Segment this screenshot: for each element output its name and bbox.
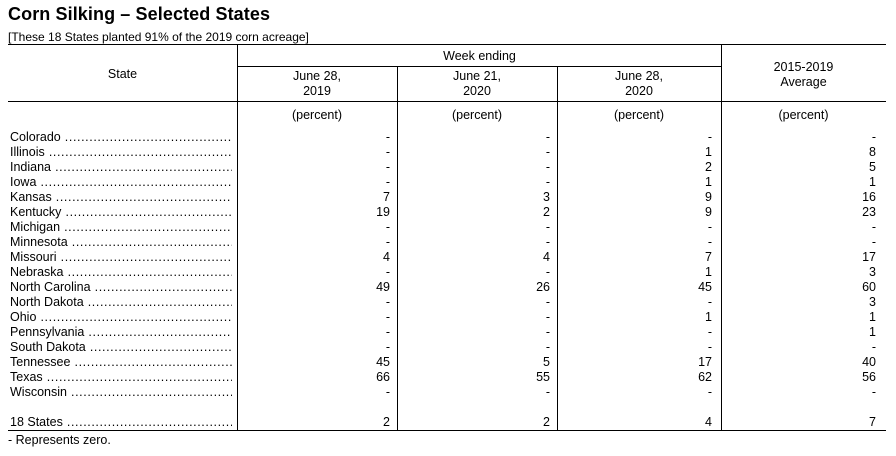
column-header-line: 2020 <box>463 84 491 98</box>
column-header-line: June 28, <box>615 69 663 83</box>
value-average: - <box>871 340 876 354</box>
value-average: 16 <box>862 190 876 204</box>
table-title: Corn Silking – Selected States <box>8 4 271 24</box>
value-june-28-2020: - <box>707 235 712 249</box>
value-june-28-2019: - <box>385 340 390 354</box>
state-name: North Carolina ..... <box>10 280 232 295</box>
table-row <box>0 250 896 265</box>
value-average: - <box>871 220 876 234</box>
table-row <box>0 205 896 220</box>
top-rule <box>8 44 886 45</box>
column-header-average <box>721 60 886 90</box>
week-ending-header: Week ending <box>443 49 516 63</box>
table-row <box>0 175 896 190</box>
value-june-28-2020: - <box>707 295 712 309</box>
value-june-28-2020: - <box>707 220 712 234</box>
table-row <box>0 385 896 400</box>
state-name: Nebraska ..... <box>10 265 232 280</box>
value-june-28-2020: - <box>707 325 712 339</box>
column-header-line: June 21, <box>453 69 501 83</box>
state-name: Kansas ..... <box>10 190 232 205</box>
value-june-21-2020: - <box>545 265 550 279</box>
total-label: 18 States ..... <box>10 415 232 430</box>
value-june-28-2019: - <box>385 220 390 234</box>
value-june-28-2020: 2 <box>705 160 712 174</box>
footnote: - Represents zero. <box>8 433 111 447</box>
table-subtitle: [These 18 States planted 91% of the 2019 corn acreage] <box>8 30 309 44</box>
total-june-21-2020: 2 <box>543 415 550 429</box>
value-average: - <box>871 130 876 144</box>
table-row <box>0 235 896 250</box>
week-ending-rule <box>237 66 722 67</box>
value-june-28-2019: - <box>385 175 390 189</box>
value-june-21-2020: - <box>545 235 550 249</box>
column-header-line: 2019 <box>303 84 331 98</box>
value-june-28-2020: 1 <box>705 175 712 189</box>
value-june-28-2019: - <box>385 325 390 339</box>
unit-label: (percent) <box>778 108 829 122</box>
value-average: 60 <box>862 280 876 294</box>
value-june-21-2020: - <box>545 310 550 324</box>
state-name: Iowa ..... <box>10 175 232 190</box>
value-june-28-2019: - <box>385 235 390 249</box>
value-june-21-2020: - <box>545 220 550 234</box>
value-average: 56 <box>862 370 876 384</box>
value-june-28-2019: 7 <box>383 190 390 204</box>
state-name: Michigan ..... <box>10 220 232 235</box>
value-average: 1 <box>869 325 876 339</box>
state-name: South Dakota ..... <box>10 340 232 355</box>
table-row <box>0 325 896 340</box>
value-average: - <box>871 385 876 399</box>
value-average: 1 <box>869 175 876 189</box>
value-june-28-2020: - <box>707 385 712 399</box>
value-june-28-2019: 66 <box>376 370 390 384</box>
column-header-line: Average <box>780 75 827 89</box>
column-header-june-21-2020 <box>397 69 557 99</box>
value-june-28-2019: - <box>385 160 390 174</box>
value-june-21-2020: - <box>545 295 550 309</box>
state-name: Indiana ..... <box>10 160 232 175</box>
value-june-28-2019: 19 <box>376 205 390 219</box>
column-header-line: 2020 <box>625 84 653 98</box>
table-row <box>0 145 896 160</box>
total-average: 7 <box>869 415 876 429</box>
value-june-28-2020: - <box>707 130 712 144</box>
value-average: 40 <box>862 355 876 369</box>
header-bottom-rule <box>8 101 886 102</box>
state-name: Texas ..... <box>10 370 232 385</box>
value-june-28-2019: 49 <box>376 280 390 294</box>
value-june-28-2020: 62 <box>698 370 712 384</box>
value-june-21-2020: - <box>545 145 550 159</box>
table-row <box>0 340 896 355</box>
value-average: - <box>871 235 876 249</box>
total-row <box>0 415 896 430</box>
value-june-28-2020: 7 <box>705 250 712 264</box>
state-name: Kentucky ..... <box>10 205 232 220</box>
value-june-21-2020: 3 <box>543 190 550 204</box>
state-name: Missouri ..... <box>10 250 232 265</box>
value-june-21-2020: 4 <box>543 250 550 264</box>
value-june-28-2020: 45 <box>698 280 712 294</box>
column-header-june-28-2019 <box>237 69 397 99</box>
value-june-28-2019: 4 <box>383 250 390 264</box>
value-average: 8 <box>869 145 876 159</box>
value-june-28-2019: - <box>385 295 390 309</box>
table-row <box>0 355 896 370</box>
value-average: 23 <box>862 205 876 219</box>
value-june-21-2020: - <box>545 160 550 174</box>
bottom-rule <box>8 430 886 431</box>
state-name: Ohio ..... <box>10 310 232 325</box>
value-june-21-2020: - <box>545 325 550 339</box>
state-name: North Dakota ..... <box>10 295 232 310</box>
value-june-21-2020: 5 <box>543 355 550 369</box>
column-header-line: June 28, <box>293 69 341 83</box>
value-june-21-2020: - <box>545 340 550 354</box>
value-average: 5 <box>869 160 876 174</box>
table-row <box>0 160 896 175</box>
table-row <box>0 295 896 310</box>
value-june-28-2020: 1 <box>705 145 712 159</box>
state-name: Tennessee ..... <box>10 355 232 370</box>
table-row <box>0 130 896 145</box>
value-june-21-2020: - <box>545 385 550 399</box>
unit-label: (percent) <box>291 108 343 122</box>
value-june-28-2019: - <box>385 310 390 324</box>
value-june-21-2020: 26 <box>536 280 550 294</box>
column-header-june-28-2020 <box>557 69 721 99</box>
state-name: Pennsylvania ..... <box>10 325 232 340</box>
value-june-21-2020: 55 <box>536 370 550 384</box>
value-average: 3 <box>869 265 876 279</box>
value-average: 3 <box>869 295 876 309</box>
value-average: 17 <box>862 250 876 264</box>
total-june-28-2019: 2 <box>383 415 390 429</box>
state-name: Colorado ..... <box>10 130 232 145</box>
table-row <box>0 190 896 205</box>
value-june-21-2020: - <box>545 175 550 189</box>
table-row <box>0 370 896 385</box>
table-row <box>0 310 896 325</box>
value-june-28-2020: 9 <box>705 190 712 204</box>
unit-label: (percent) <box>613 108 665 122</box>
value-june-28-2020: 1 <box>705 310 712 324</box>
value-june-28-2020: 1 <box>705 265 712 279</box>
total-june-28-2020: 4 <box>705 415 712 429</box>
state-name: Wisconsin ..... <box>10 385 232 400</box>
value-june-28-2020: 17 <box>698 355 712 369</box>
value-june-28-2020: 9 <box>705 205 712 219</box>
state-name: Illinois ..... <box>10 145 232 160</box>
value-june-28-2019: - <box>385 385 390 399</box>
unit-label: (percent) <box>451 108 503 122</box>
value-june-28-2019: - <box>385 130 390 144</box>
value-june-21-2020: 2 <box>543 205 550 219</box>
value-june-28-2020: - <box>707 340 712 354</box>
value-june-28-2019: - <box>385 145 390 159</box>
table-row <box>0 265 896 280</box>
value-june-21-2020: - <box>545 130 550 144</box>
table-row <box>0 280 896 295</box>
column-header-line: 2015-2019 <box>773 60 834 74</box>
value-june-28-2019: 45 <box>376 355 390 369</box>
table-row <box>0 220 896 235</box>
value-average: 1 <box>869 310 876 324</box>
state-header: State <box>107 67 138 81</box>
value-june-28-2019: - <box>385 265 390 279</box>
state-name: Minnesota ..... <box>10 235 232 250</box>
